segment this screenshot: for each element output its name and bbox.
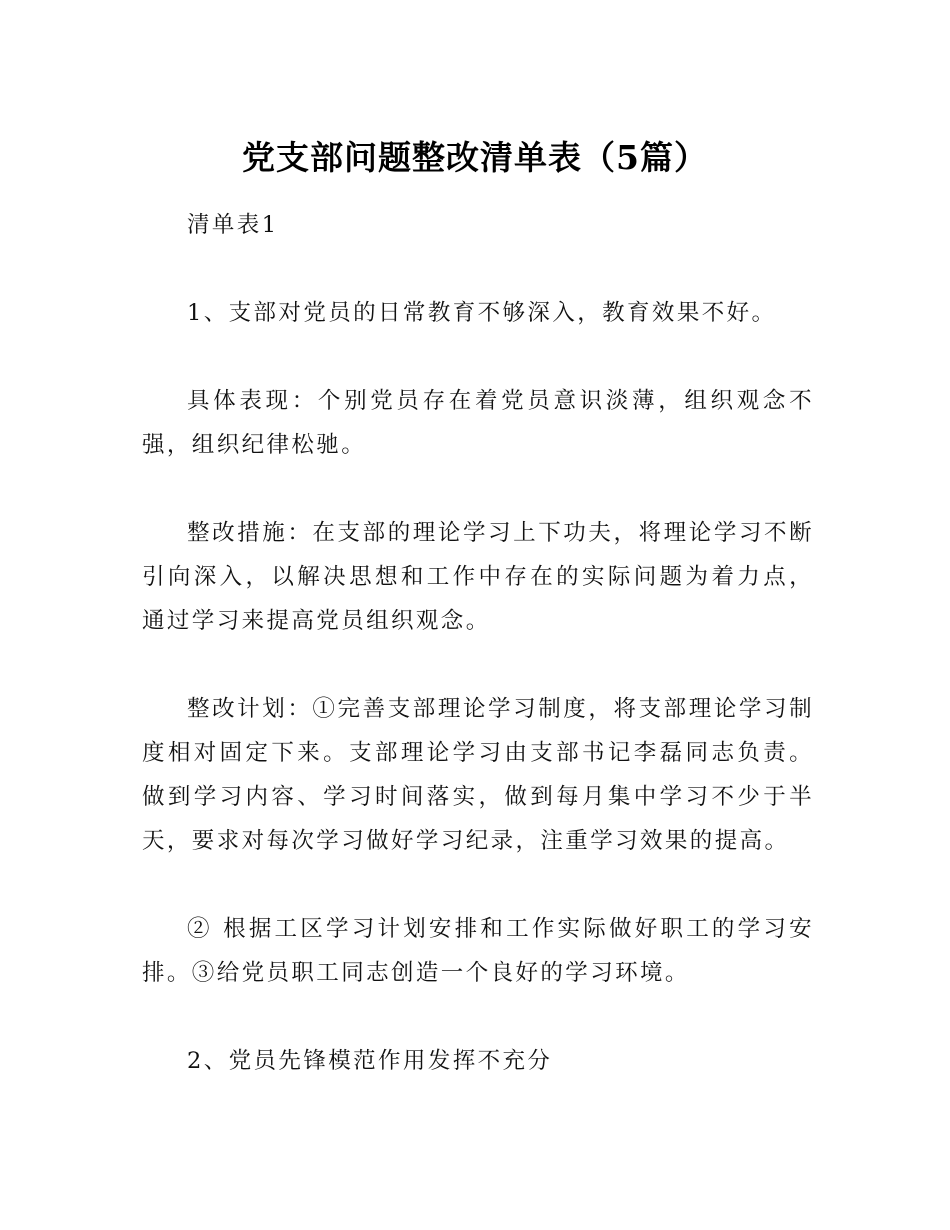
paragraph-plan-continued: ② 根据工区学习计划安排和工作实际做好职工的学习安排。③给党员职工同志创造一个良好的学习环境。: [142, 916, 814, 986]
paragraph-issue-1: 1、支部对党员的日常教育不够深入，教育效果不好。: [187, 300, 777, 326]
paragraph-measures: 整改措施：在支部的理论学习上下功夫，将理论学习不断引向深入，以解决思想和工作中存在的实际问题为着力点，通过学习来提高党员组织观念。: [142, 520, 814, 634]
paragraph-manifestation: 具体表现：个别党员存在着党员意识淡薄，组织观念不强，组织纪律松驰。: [142, 388, 814, 458]
document-body: [142, 203, 814, 1127]
paragraph-issue-2: 2、党员先锋模范作用发挥不充分: [187, 1048, 553, 1074]
paragraph-checklist-heading: 清单表1: [187, 212, 279, 238]
document-title: 党支部问题整改清单表（5篇）: [242, 138, 708, 178]
paragraph-plan: 整改计划：①完善支部理论学习制度，将支部理论学习制度相对固定下来。支部理论学习由支部书记李磊同志负责。做到学习内容、学习时间落实，做到每月集中学习不少于半天，要求对每次学习做好学习纪录，注重学习效果的提高。: [142, 696, 814, 854]
